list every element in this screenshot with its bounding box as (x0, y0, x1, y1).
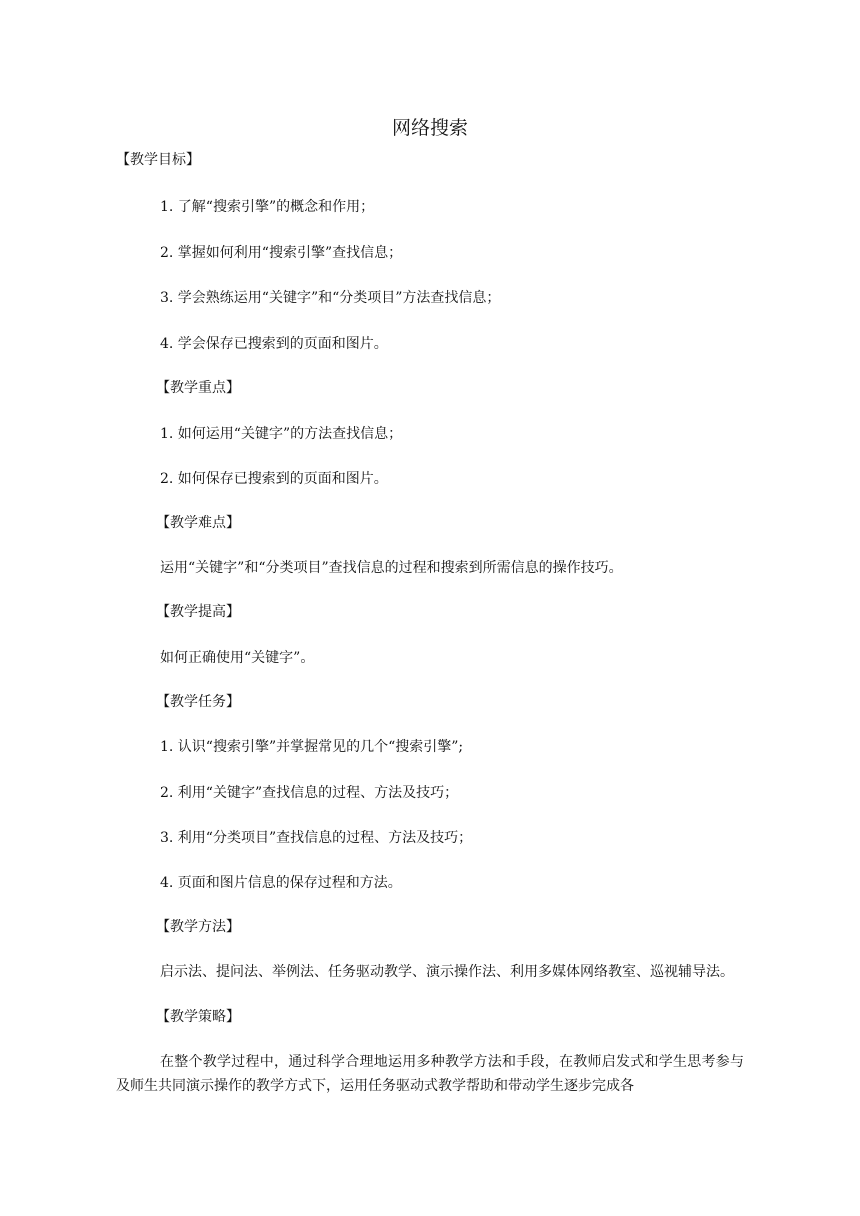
objective-item-2: 2. 掌握如何利用“搜索引擎”查找信息； (160, 245, 403, 261)
heading-improvement: 【教学提高】 (156, 604, 240, 620)
improvement-text: 如何正确使用“关键字”。 (160, 650, 315, 666)
objective-item-3: 3. 学会熟练运用“关键字”和“分类项目”方法查找信息； (160, 290, 501, 306)
task-item-4: 4. 页面和图片信息的保存过程和方法。 (160, 875, 402, 891)
heading-methods: 【教学方法】 (156, 919, 240, 935)
heading-objectives: 【教学目标】 (116, 152, 200, 168)
difficulties-text: 运用“关键字”和“分类项目”查找信息的过程和搜索到所需信息的操作技巧。 (160, 560, 623, 576)
methods-text: 启示法、提问法、举例法、任务驱动教学、演示操作法、利用多媒体网络教室、巡视辅导法。 (160, 964, 734, 980)
key-point-item-2: 2. 如何保存已搜索到的页面和图片。 (160, 471, 388, 487)
heading-strategy: 【教学策略】 (156, 1009, 240, 1025)
document-title: 网络搜索 (391, 117, 468, 139)
objective-item-4: 4. 学会保存已搜索到的页面和图片。 (160, 336, 388, 352)
objective-item-1: 1. 了解“搜索引擎”的概念和作用； (160, 199, 375, 215)
heading-key-points: 【教学重点】 (156, 380, 240, 396)
heading-tasks: 【教学任务】 (156, 694, 240, 710)
task-item-1: 1. 认识“搜索引擎”并掌握常见的几个“搜索引擎”; (160, 739, 464, 755)
key-point-item-1: 1. 如何运用“关键字”的方法查找信息； (160, 426, 403, 442)
task-item-3: 3. 利用“分类项目”查找信息的过程、方法及技巧； (160, 830, 473, 846)
heading-difficulties: 【教学难点】 (156, 515, 240, 531)
strategy-text: 在整个教学过程中，通过科学合理地运用多种教学方法和手段，在教师启发式和学生思考参与及师生共同演示操作的教学方式下，运用任务驱动式教学帮助和带动学生逐步完成各 (116, 1054, 744, 1094)
task-item-2: 2. 利用“关键字”查找信息的过程、方法及技巧； (160, 785, 459, 801)
